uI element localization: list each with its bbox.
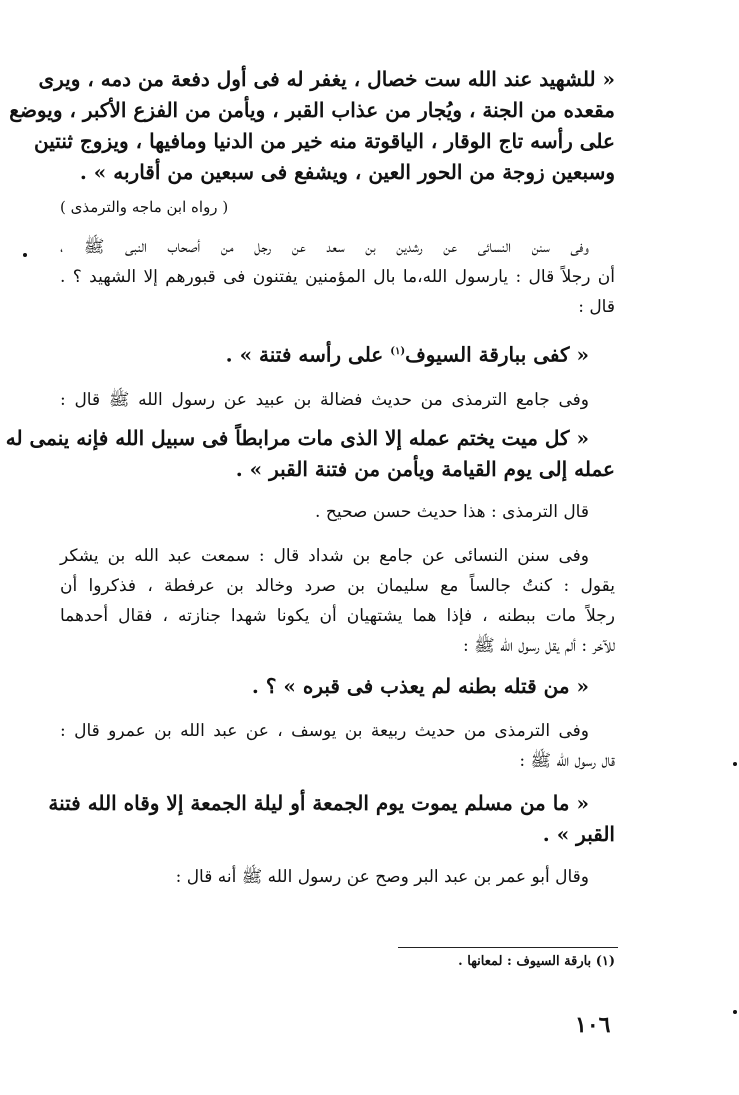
hadith-line: مقعده من الجنة ، ويُجار من عذاب القبر ، ويأمن من الفزع الأكبر ، ويوضع [9,98,615,122]
page-number: ١٠٦ [575,1012,611,1038]
hadith-line: « من قتله بطنه لم يعذب فى قبره » ؟ . [251,673,589,698]
hadith-block-5 [48,788,615,850]
hadith-block-4 [60,671,615,702]
hadith-line: وسبعين زوجة من الحور العين ، ويشفع فى سبعين من أقاربه » . [79,160,615,184]
hadith-block-2 [60,336,615,371]
text-line: رجلاً مات ببطنه ، فإذا هما يشتهيان أن يكونا شهدا جنازته ، فقال أحدهما [60,605,615,626]
text-line: قال : [578,297,615,317]
paragraph [60,716,615,776]
page-body [5,64,615,892]
footnote: (١) بارقة السيوف : لمعانها . [458,954,615,969]
paragraph [60,541,615,661]
scan-speck [733,762,737,766]
text-line: يقول : كنتُ جالساً مع سليمان بن صرد وخالد بن عرفطة ، فذكروا أن [60,575,615,596]
hadith-line: « كل ميت يختم عمله إلا الذى مات مرابطاً فى سبيل الله فإنه ينمى له [5,425,589,450]
footnote-divider [398,947,618,948]
text-line: قال رسول الله ﷺ : [519,750,615,771]
paragraph [60,497,615,527]
text-line: وفى الترمذى من حديث ربيعة بن يوسف ، عن عبد الله بن عمرو قال : [60,720,589,741]
hadith-line: عمله إلى يوم القيامة ويأمن من فتنة القبر » . [235,456,615,481]
text-line: أن رجلاً قال : يارسول الله،ما بال المؤمنين يفتنون فى قبورهم إلا الشهيد ؟ . [60,267,615,287]
hadith-line: « ما من مسلم يموت يوم الجمعة أو ليلة الجمعة إلا وقاه الله فتنة [48,790,589,815]
text-line: وفى سنن النسائى عن جامع بن شداد قال : سمعت عبد الله بن يشكر [60,545,589,566]
hadith-line: القبر » . [542,821,615,846]
text-line: للآخر : ألم يقل رسول الله ﷺ : [463,635,615,656]
paragraph [60,385,615,415]
hadith-line [60,336,615,371]
footnote-marker: (١) [390,346,406,357]
citation: ( رواه ابن ماجه والترمذى ) [60,198,229,216]
hadith-block-3 [5,423,615,485]
text-line: وفى جامع الترمذى من حديث فضالة بن عبيد عن رسول الله ﷺ قال : [60,389,590,410]
paragraph [60,862,615,892]
text-line: وفى سنن النسائى عن رشدين بن سعد عن رجل من أصحاب النبى ﷺ ، [60,237,589,257]
hadith-text: « كفى ببارقة السيوف [405,342,589,367]
hadith-text: على رأسه فتنة » . [225,342,391,367]
hadith-line: على رأسه تاج الوقار ، الياقوتة منه خير من الدنيا ومافيها ، ويزوج ثنتين [34,129,615,153]
hadith-line: « للشهيد عند الله ست خصال ، يغفر له فى أول دفعة من دمه ، ويرى [38,67,615,91]
scan-speck [23,253,27,257]
text-line: قال الترمذى : هذا حديث حسن صحيح . [315,501,589,522]
paragraph [60,232,615,322]
text-line: وقال أبو عمر بن عبد البر وصح عن رسول الله ﷺ أنه قال : [175,866,589,887]
scan-speck [733,1010,737,1014]
hadith-block-1 [9,64,615,222]
